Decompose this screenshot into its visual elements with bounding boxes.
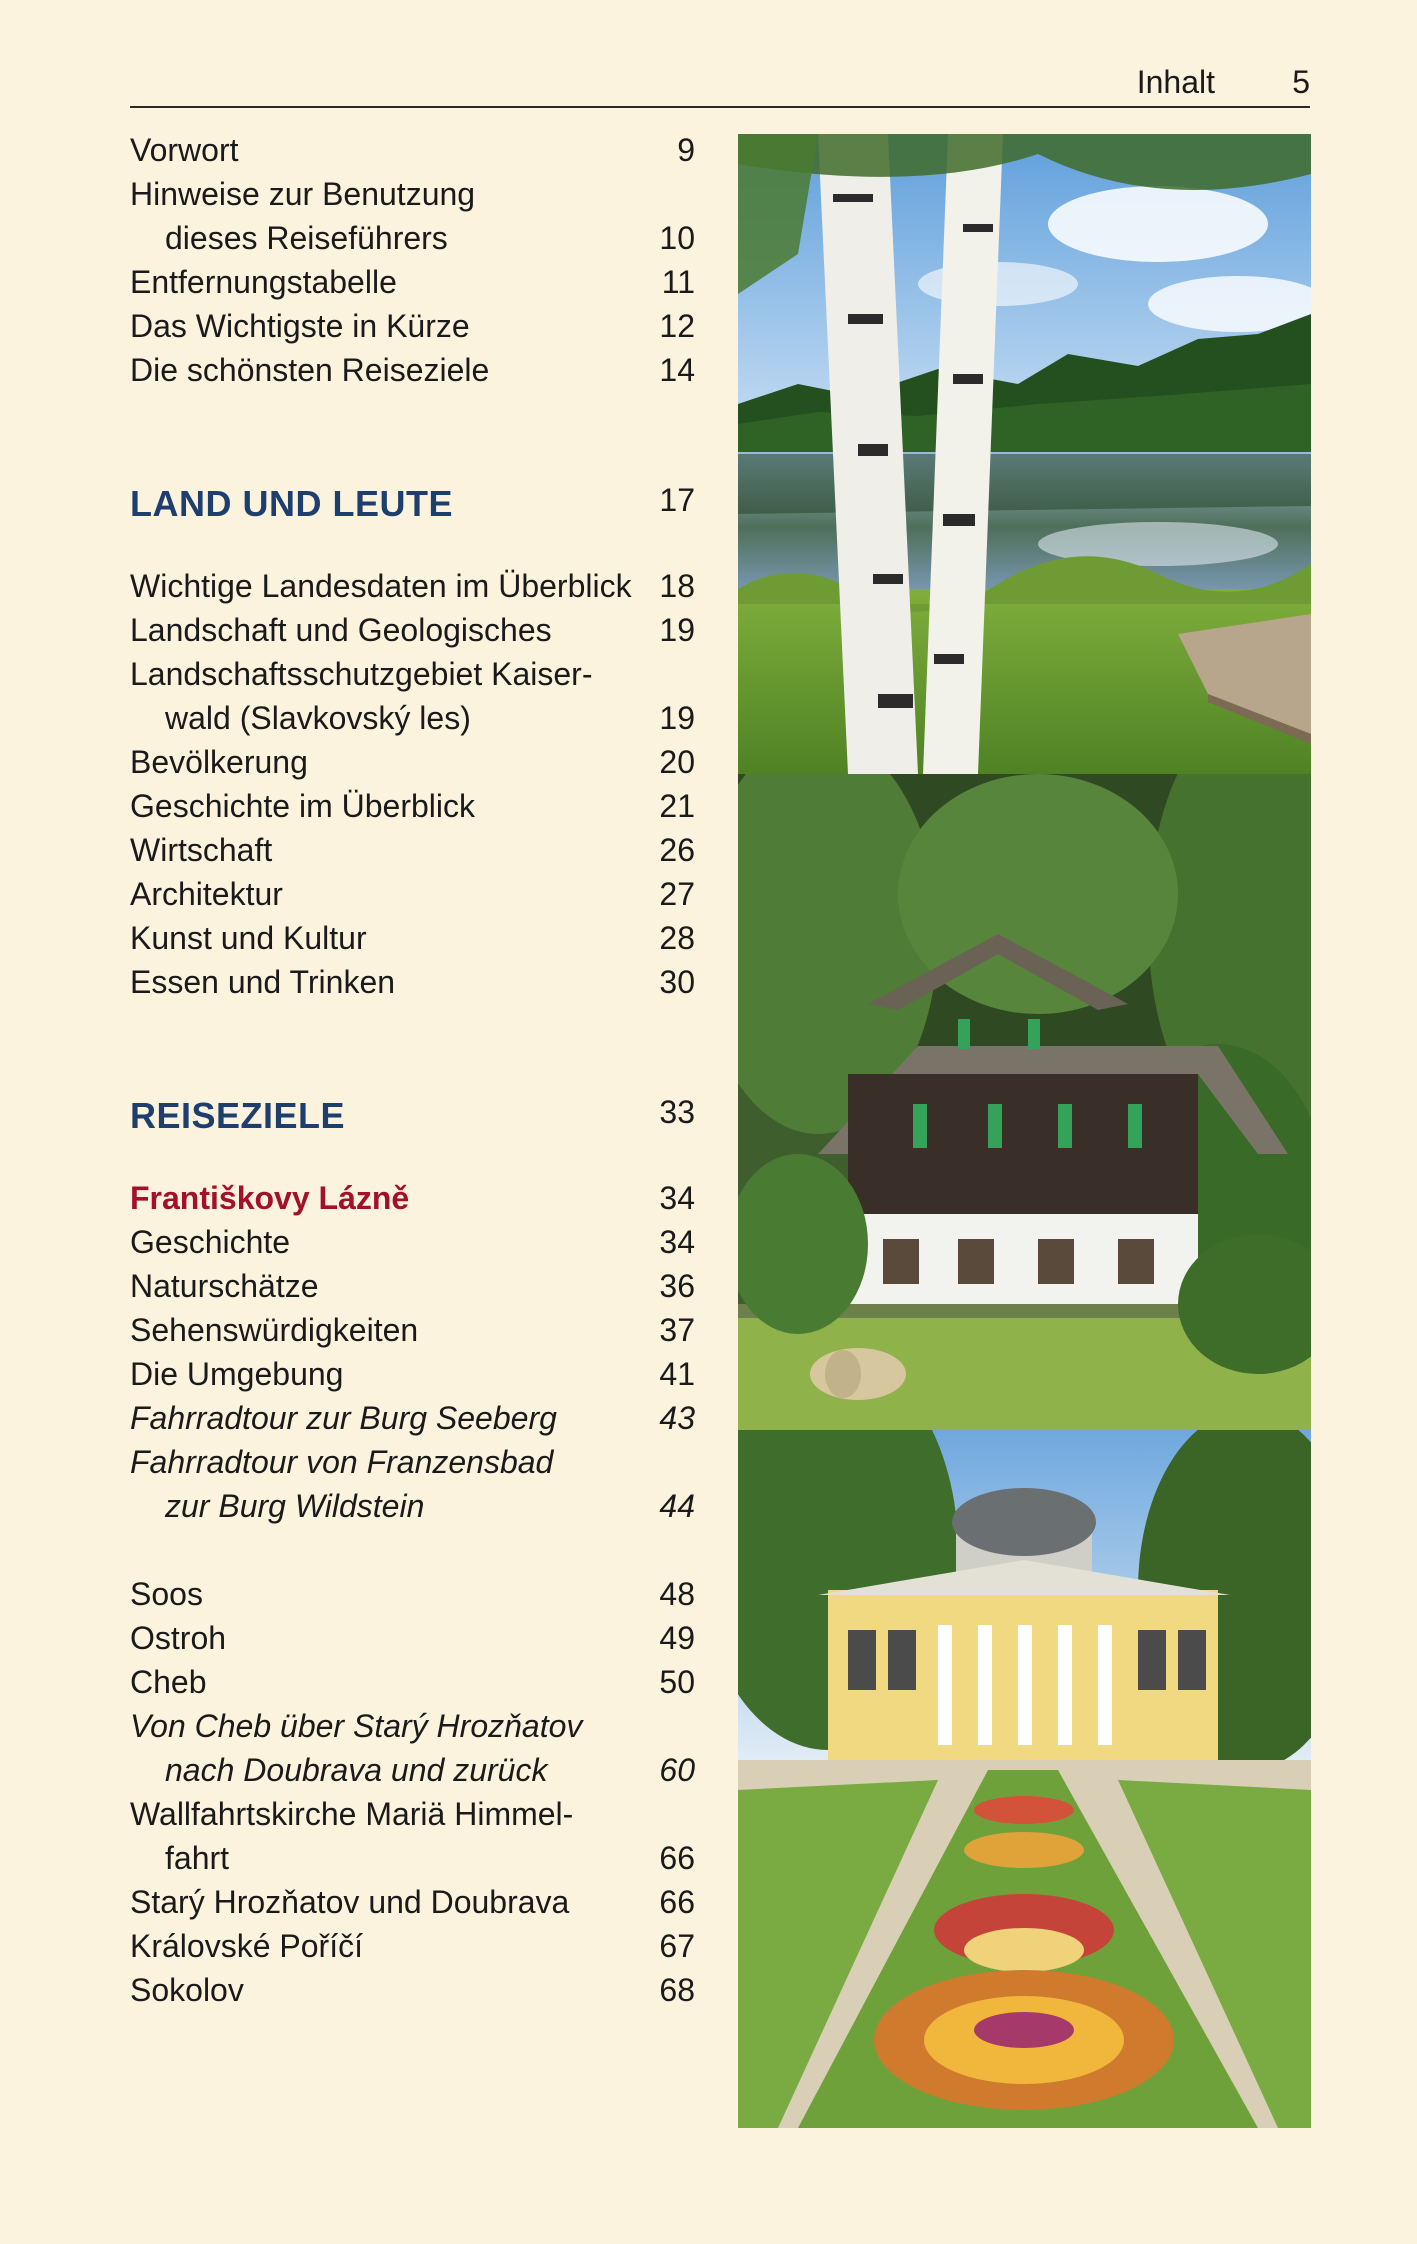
photo-birch-lake [738,134,1311,774]
section-title: Inhalt [1136,64,1215,100]
photo-pavilion-garden [738,1430,1311,2128]
page-number: 5 [1292,64,1310,100]
page-header [130,62,1310,108]
photo-chalet [738,774,1311,1430]
